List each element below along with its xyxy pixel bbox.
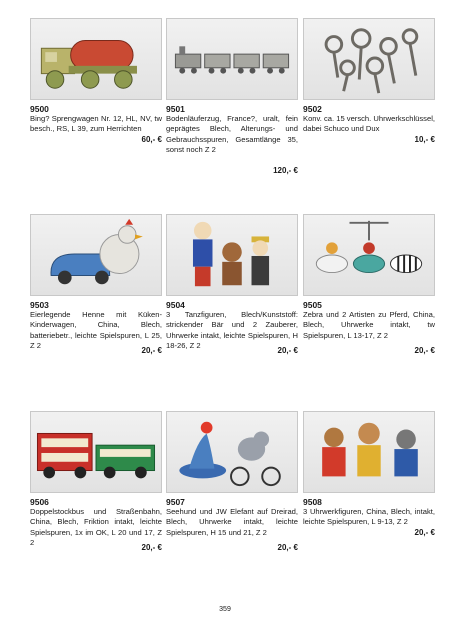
lot-number: 9506 bbox=[30, 497, 49, 507]
tin-clockwork-figures-image bbox=[304, 412, 434, 492]
lot-card bbox=[166, 214, 298, 364]
lot-number: 9502 bbox=[303, 104, 322, 114]
lot-photo-sprinkler-truck[interactable] bbox=[30, 18, 162, 100]
lot-number: 9504 bbox=[166, 300, 185, 310]
lot-card bbox=[303, 214, 435, 364]
lot-price: 20,- € bbox=[277, 543, 298, 552]
tin-train-image bbox=[167, 19, 297, 99]
lot-price: 20,- € bbox=[277, 346, 298, 355]
lot-description: Seehund und JW Elefant auf Dreirad, Blech, Uhrwerke intakt, leichte Spielspuren, H 15 und 21, Z 2 bbox=[166, 507, 298, 537]
lot-description: 3 Uhrwerkfiguren, China, Blech, intakt, leichte Spielspuren, L 9-13, Z 2 bbox=[303, 507, 435, 527]
lot-description: Zebra und 2 Artisten zu Pferd, China, Blech, Uhrwerke intakt, tw Spielspuren, L 13-17, Z 2 bbox=[303, 310, 435, 340]
lot-description: Bodenläuferzug, France?, uralt, fein geprägtes Blech, Alterungs- und Gebrauchsspuren, Gesamtlänge 35, sonst noch Z 2 bbox=[166, 114, 298, 155]
lot-number: 9507 bbox=[166, 497, 185, 507]
tin-dancing-figures-image bbox=[167, 215, 297, 295]
lot-photo-clockwork-keys[interactable] bbox=[303, 18, 435, 100]
lot-photo-seal-and-elephant[interactable] bbox=[166, 411, 298, 493]
lot-photo-clockwork-figures[interactable] bbox=[303, 411, 435, 493]
lot-description: 3 Tanzfiguren, Blech/Kunststoff: strickender Bär und 2 Zauberer, Uhrwerke intakt, leichte Spielspuren, H 18-26, Z 2 bbox=[166, 310, 298, 351]
lot-number: 9500 bbox=[30, 104, 49, 114]
lot-card bbox=[30, 214, 162, 364]
lot-photo-egg-laying-hen[interactable] bbox=[30, 214, 162, 296]
tin-seal-elephant-image bbox=[167, 412, 297, 492]
lot-card bbox=[166, 18, 298, 188]
lot-card bbox=[166, 411, 298, 561]
tin-tank-truck-image bbox=[31, 19, 161, 99]
lot-number: 9501 bbox=[166, 104, 185, 114]
page-number: 359 bbox=[219, 606, 231, 613]
lot-number: 9503 bbox=[30, 300, 49, 310]
tin-bus-tram-image bbox=[31, 412, 161, 492]
lot-card bbox=[303, 411, 435, 561]
tin-hen-image bbox=[31, 215, 161, 295]
lot-price: 120,- € bbox=[273, 166, 298, 175]
lot-description: Eierlegende Henne mit Küken-Kinderwagen, China, Blech, batteriebetr., leichte Spielspuren, L 25, Z 2 bbox=[30, 310, 162, 351]
lot-price: 60,- € bbox=[141, 135, 162, 144]
lot-card bbox=[30, 18, 162, 168]
lot-card bbox=[303, 18, 435, 168]
clockwork-keys-image bbox=[304, 19, 434, 99]
lot-price: 20,- € bbox=[141, 543, 162, 552]
lot-photo-dancing-figures[interactable] bbox=[166, 214, 298, 296]
lot-price: 20,- € bbox=[414, 346, 435, 355]
lot-description: Bing? Sprengwagen Nr. 12, HL, NV, tw besch., RS, L 39, zum Herrichten bbox=[30, 114, 162, 134]
lot-photo-zebra-and-riders[interactable] bbox=[303, 214, 435, 296]
lot-price: 20,- € bbox=[141, 346, 162, 355]
lot-number: 9508 bbox=[303, 497, 322, 507]
lot-number: 9505 bbox=[303, 300, 322, 310]
lot-price: 20,- € bbox=[414, 528, 435, 537]
lot-photo-floor-train[interactable] bbox=[166, 18, 298, 100]
lot-photo-bus-and-tram[interactable] bbox=[30, 411, 162, 493]
lot-card bbox=[30, 411, 162, 561]
lot-description: Doppelstockbus und Straßenbahn, China, Blech, Friktion intakt, leichte Spielspuren, 1x im OK, L 20 und 17, Z 2 bbox=[30, 507, 162, 548]
tin-zebra-horses-image bbox=[304, 215, 434, 295]
lot-price: 10,- € bbox=[414, 135, 435, 144]
lot-description: Konv. ca. 15 versch. Uhrwerkschlüssel, dabei Schuco und Dux bbox=[303, 114, 435, 134]
